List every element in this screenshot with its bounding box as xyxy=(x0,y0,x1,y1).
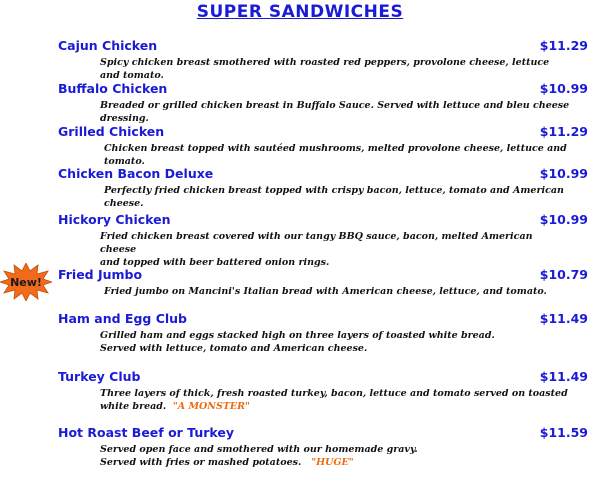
item-price: $11.29 xyxy=(539,38,588,53)
item-name: Chicken Bacon Deluxe xyxy=(58,166,214,181)
item-name: Fried Jumbo xyxy=(58,267,143,282)
menu-item-hot-roast-beef-or-turkey xyxy=(58,425,592,469)
menu-item-turkey-club xyxy=(58,369,592,413)
item-description: Spicy chicken breast smothered with roasted red peppers, provolone cheese, lettuce and tomato. xyxy=(100,57,550,81)
item-price: $10.99 xyxy=(539,166,588,181)
menu-item-chicken-bacon-deluxe xyxy=(58,166,592,210)
new-starburst-icon xyxy=(0,263,52,301)
item-description: Fried jumbo on Mancini's Italian bread with American cheese, lettuce, and tomato. xyxy=(104,286,547,297)
item-description: Perfectly fried chicken breast topped with crispy bacon, lettuce, tomato and American cheese. xyxy=(104,185,564,209)
menu-title: SUPER SANDWICHES xyxy=(196,2,404,22)
item-price: $10.99 xyxy=(539,81,588,96)
item-description: Chicken breast topped with sautéed mushrooms, melted provolone cheese, lettuce and tomato. xyxy=(104,143,567,167)
item-description: Three layers of thick, fresh roasted turkey, bacon, lettuce and tomato served on toasted white bread. "A MONSTER" xyxy=(100,388,568,412)
item-price: $11.49 xyxy=(539,369,588,384)
item-price: $11.49 xyxy=(539,311,588,326)
item-name: Turkey Club xyxy=(58,369,141,384)
item-description: Grilled ham and eggs stacked high on three layers of toasted white bread. Served with lettuce, tomato and American cheese. xyxy=(100,330,495,354)
menu-item-cajun-chicken xyxy=(58,38,592,82)
menu-item-hickory-chicken xyxy=(58,212,592,269)
item-description: Served open face and smothered with our homemade gravy. Served with fries or mashed potatoes. "HUGE" xyxy=(100,444,418,468)
new-badge-text: New! xyxy=(10,276,42,289)
item-name: Ham and Egg Club xyxy=(58,311,187,326)
highlight-text: "A MONSTER" xyxy=(172,401,250,412)
menu-item-buffalo-chicken xyxy=(58,81,592,125)
item-price: $11.29 xyxy=(539,124,588,139)
item-price: $10.99 xyxy=(539,212,588,227)
item-name: Hot Roast Beef or Turkey xyxy=(58,425,234,440)
item-description: Fried chicken breast covered with our tangy BBQ sauce, bacon, melted American cheese and topped with beer battered onion rings. xyxy=(100,231,533,268)
item-description: Breaded or grilled chicken breast in Buffalo Sauce. Served with lettuce and bleu cheese dressing. xyxy=(100,100,570,124)
highlight-text: "HUGE" xyxy=(311,457,354,468)
item-name: Cajun Chicken xyxy=(58,38,158,53)
item-name: Buffalo Chicken xyxy=(58,81,168,96)
menu-item-ham-and-egg-club xyxy=(58,311,592,355)
item-name: Grilled Chicken xyxy=(58,124,165,139)
item-price: $11.59 xyxy=(539,425,588,440)
item-price: $10.79 xyxy=(539,267,588,282)
item-name: Hickory Chicken xyxy=(58,212,171,227)
menu-item-fried-jumbo xyxy=(58,267,592,298)
menu-item-grilled-chicken xyxy=(58,124,592,168)
